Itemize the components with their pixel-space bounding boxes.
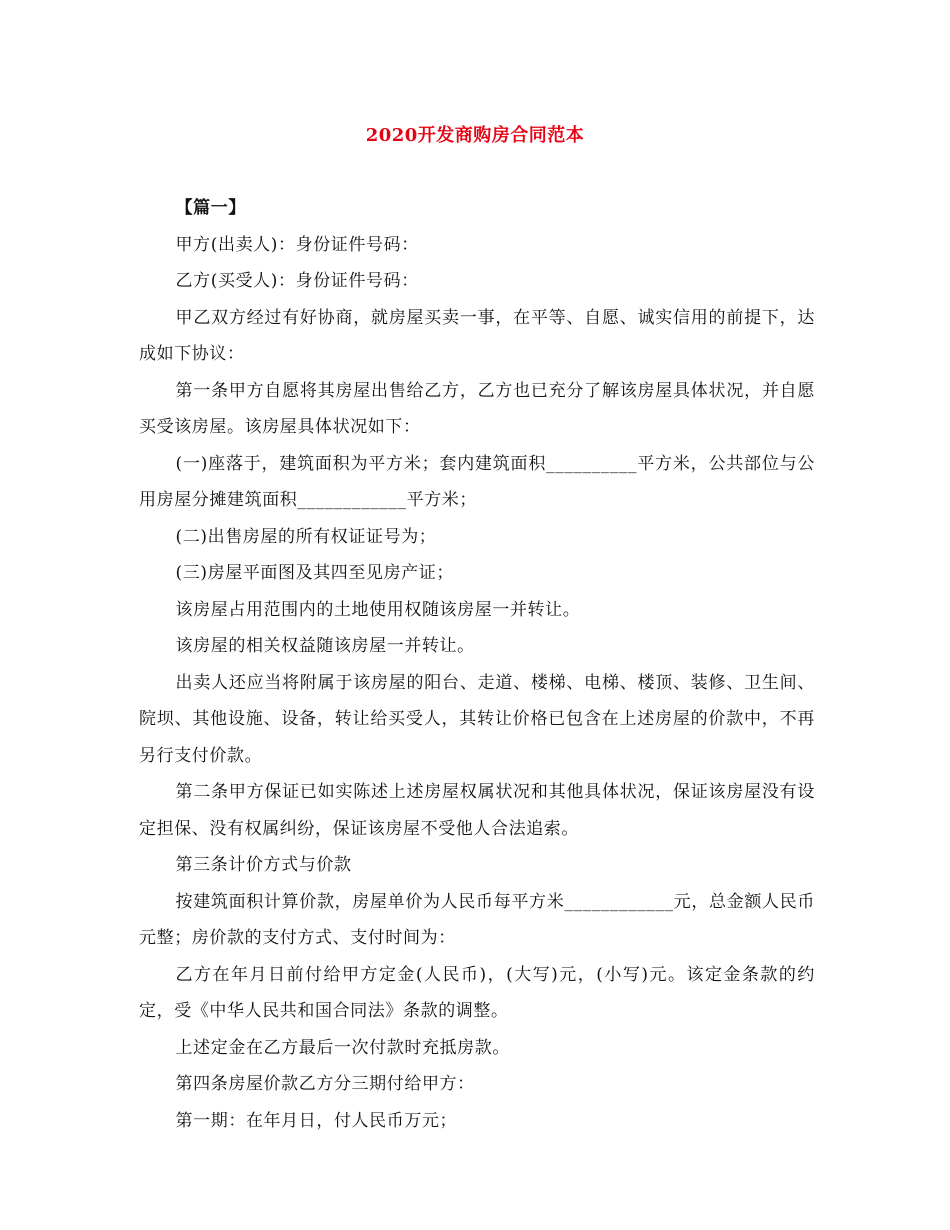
paragraph-deposit-offset: 上述定金在乙方最后一次付款时充抵房款。	[175, 1037, 510, 1058]
paragraph-land-use: 该房屋占用范围内的土地使用权随该房屋一并转让。	[175, 599, 581, 620]
paragraph-item-2: (二)出售房屋的所有权证证号为；	[175, 526, 437, 547]
paragraph-article-2: 第二条甲方保证已如实陈述上述房屋权属状况和其他具体状况，保证该房屋没有设定担保、没有权属纠纷，保证该房屋不受他人合法追索。	[139, 782, 815, 839]
paragraph-item-1: (一)座落于，建筑面积为平方米；套内建筑面积__________平方米，公共部位与公用房屋分摊建筑面积____________平方米；	[139, 453, 815, 510]
paragraph-article-4: 第四条房屋价款乙方分三期付给甲方：	[175, 1074, 475, 1094]
paragraph-attachments: 出卖人还应当将附属于该房屋的阳台、走道、楼梯、电梯、楼顶、装修、卫生间、院坝、其他设施、设备，转让给买受人，其转让价格已包含在上述房屋的价款中，不再另行支付价款。	[139, 672, 815, 766]
paragraph-article-1: 第一条甲方自愿将其房屋出售给乙方，乙方也已充分了解该房屋具体状况，并自愿买受该房屋。该房屋具体状况如下：	[139, 380, 815, 437]
paragraph-item-3: (三)房屋平面图及其四至见房产证；	[175, 563, 455, 583]
section-heading: 【篇一】	[175, 198, 246, 218]
paragraph-deposit: 乙方在年月日前付给甲方定金(人民币)，(大写)元，(小写)元。该定金条款的约定，受《中华人民共和国合同法》条款的调整。	[139, 964, 815, 1021]
paragraph-price: 按建筑面积计算价款，房屋单价为人民币每平方米____________元，总金额人民币元整；房价款的支付方式、支付时间为：	[139, 891, 815, 948]
paragraph-agreement: 甲乙双方经过有好协商，就房屋买卖一事，在平等、自愿、诚实信用的前提下，达成如下协议：	[139, 307, 815, 364]
paragraph-installment-1: 第一期：在年月日，付人民币万元；	[175, 1110, 458, 1131]
document-title: 2020开发商购房合同范本	[365, 125, 585, 146]
paragraph-buyer: 乙方(买受人)：身份证件号码：	[175, 271, 419, 291]
document-body	[139, 190, 815, 1139]
paragraph-rights: 该房屋的相关权益随该房屋一并转让。	[175, 636, 475, 656]
paragraph-article-3: 第三条计价方式与价款	[175, 855, 352, 875]
paragraph-seller: 甲方(出卖人)：身份证件号码：	[175, 234, 419, 255]
